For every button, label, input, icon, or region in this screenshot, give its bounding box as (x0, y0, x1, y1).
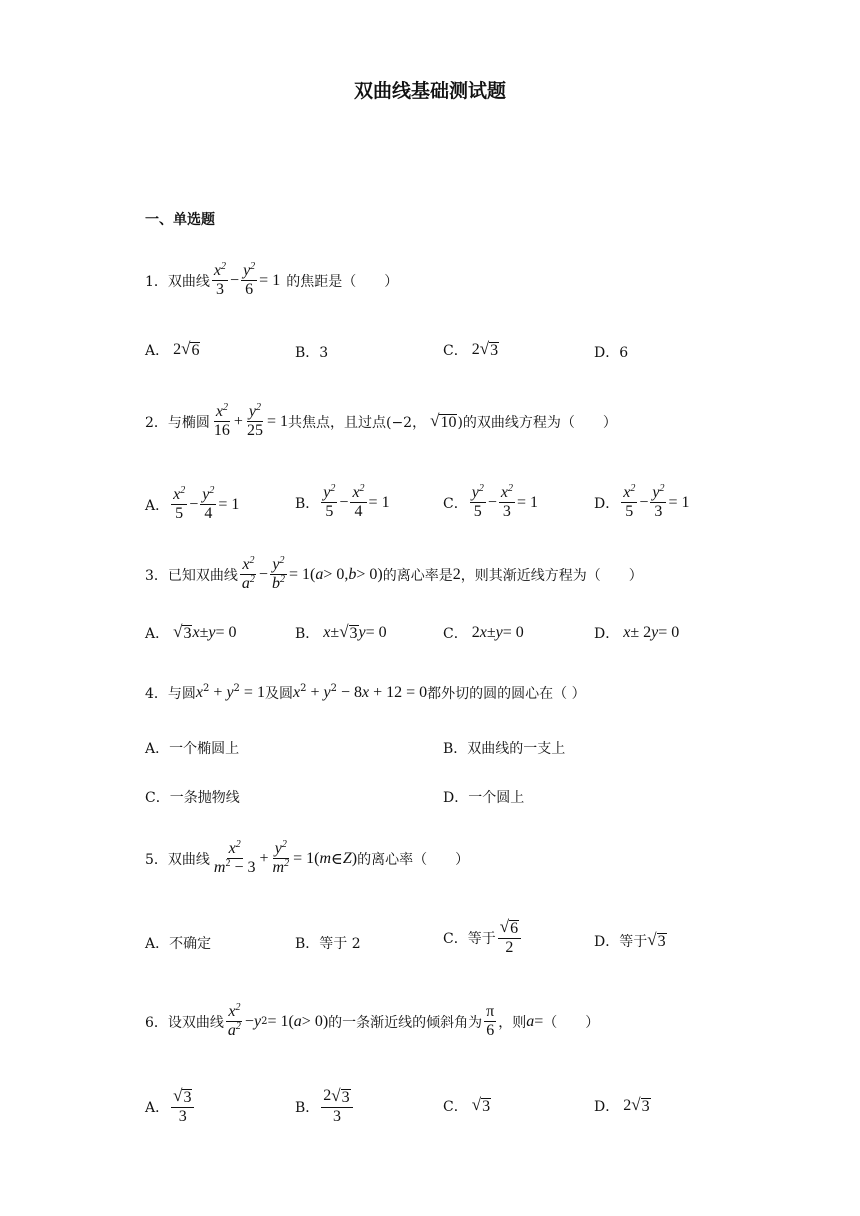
option-label: C．等于 (443, 930, 496, 947)
question-text: （ ） (543, 1014, 600, 1031)
option-c[interactable]: C． $\frac{y^2}{5}$ − $\frac{x^2}{3}$ = 1 (443, 483, 538, 521)
formula: $\frac{x^2}{a^2}$ − y 2 = 1( a > 0) (227, 1002, 329, 1040)
option-a[interactable]: A． 2 √ 6 (145, 339, 200, 360)
question-text: 与圆 (167, 686, 196, 702)
option-label: C． (443, 626, 468, 642)
option-label: D． (594, 1099, 620, 1115)
question-text: 已知双曲线 (167, 567, 238, 584)
option-b[interactable]: B． x ± √ 3 y = 0 (295, 622, 387, 643)
question-number: 5． (145, 851, 168, 868)
option-label: A． (145, 626, 170, 642)
question-text: )的双曲线方程为（ ） (457, 414, 617, 431)
option-label: D．等于 (594, 934, 648, 950)
option-b[interactable]: B．3 (295, 345, 329, 361)
option-label: D． (594, 626, 620, 642)
question-number: 6． (145, 1014, 168, 1031)
page-title: 双曲线基础测试题 (353, 80, 506, 102)
question-1 (145, 262, 398, 300)
question-number: 4． (145, 686, 168, 702)
option-label: D． (594, 495, 620, 512)
question-6: 6． 设双曲线 $\frac{x^2}{a^2}$ − y 2 = 1( a > 0) 的一条渐近线的倾斜角为 $\frac{\pi}{6}$ ，则 a = （ ） (145, 1002, 600, 1040)
option-a[interactable]: A． √ 3 3 (145, 1087, 196, 1126)
option-c[interactable]: C． √ 3 (443, 1095, 491, 1116)
option-c[interactable]: C． 2 x ± y = 0 (443, 624, 524, 642)
formula: $\frac{x^2}{16}$ + $\frac{y^2}{25}$ = 1 (213, 402, 288, 440)
option-b[interactable]: B． $\frac{y^2}{5}$ − $\frac{x^2}{4}$ = 1 (295, 483, 390, 521)
question-number: 3． (145, 567, 168, 584)
option-a[interactable]: A． √ 3 x ± y = 0 (145, 622, 237, 643)
option-d[interactable]: D．等于 √ 3 (594, 930, 666, 951)
option-label: C． (443, 1099, 468, 1115)
option-label: B． (295, 626, 320, 642)
option-label: C． (443, 343, 468, 359)
option-c[interactable]: C．等于 √ 6 2 (443, 918, 523, 957)
option-d[interactable]: D． 2 √ 3 (594, 1095, 650, 1116)
question-text: 双曲线 (167, 273, 210, 290)
option-label: B． (295, 495, 320, 512)
option-label: A． (145, 343, 170, 359)
formula: $\frac{x^2}{a^2}$ − $\frac{y^2}{b^2}$ = 1( a > 0, b > 0) (241, 555, 383, 593)
formula: $x^2 + y^2 - 8x + 12 = 0$ (292, 683, 428, 701)
option-d[interactable]: D． x ± 2 y = 0 (594, 624, 680, 642)
question-number: 1． (145, 273, 168, 290)
option-a[interactable]: A． $\frac{x^2}{5}$ − $\frac{y^2}{4}$ = 1 (145, 485, 240, 523)
question-3: 3． 已知双曲线 $\frac{x^2}{a^2}$ − $\frac{y^2}{b^2}$ = 1( a > 0, b > 0) 的离心率是 2 ，则其渐近线方程为（ ） (145, 555, 643, 593)
option-b[interactable]: B．双曲线的一支上 (443, 741, 566, 757)
question-text: ，则其渐近线方程为（ ） (460, 567, 643, 584)
option-d[interactable]: D．6 (594, 345, 629, 361)
formula: $x^2 + y^2 = 1$ (195, 683, 265, 701)
question-2: 2． 与椭圆 $\frac{x^2}{16}$ + $\frac{y^2}{25}$ = 1 共焦点，且过点(−2， √ 10 )的双曲线方程为（ ） (145, 402, 617, 440)
option-label: C． (443, 495, 468, 512)
question-text: ，则 (498, 1014, 527, 1031)
question-number: 2． (145, 414, 168, 431)
option-a[interactable]: A．不确定 (145, 936, 212, 952)
option-a[interactable]: A．一个椭圆上 (145, 741, 240, 757)
question-text: 与椭圆 (167, 414, 210, 431)
question-text: 的离心率（ ） (357, 851, 470, 868)
option-label: A． (145, 1099, 170, 1116)
question-5 (145, 840, 469, 878)
option-c[interactable]: C． 2 √ 3 (443, 339, 499, 360)
question-text: 都外切的圆的圆心在（ ） (427, 686, 586, 702)
section-heading: 一、单选题 (145, 212, 215, 228)
question-text: 的一条渐近线的倾斜角为 (328, 1014, 483, 1031)
option-b[interactable]: B． 2 √ 3 3 (295, 1087, 355, 1126)
option-d[interactable]: D．一个圆上 (443, 790, 525, 806)
option-label: A． (145, 497, 170, 514)
question-4 (145, 683, 586, 703)
question-text: 设双曲线 (167, 1014, 224, 1031)
option-c[interactable]: C．一条抛物线 (145, 790, 240, 806)
question-text: 共焦点，且过点(−2， (287, 414, 427, 431)
question-text: 的焦距是（ ） (286, 273, 399, 290)
question-text: 的离心率是 (382, 567, 453, 584)
formula: $\frac{x^2}{3}$ − $\frac{y^2}{6}$ = 1 (213, 261, 281, 299)
formula: $\frac{x^2}{m^2 - 3}$ + $\frac{y^2}{m^2}$ = 1( m ∈ Z ) (213, 839, 358, 877)
option-b[interactable]: B．等于 2 (295, 936, 361, 952)
option-d[interactable]: D． $\frac{x^2}{5}$ − $\frac{y^2}{3}$ = 1 (594, 483, 690, 521)
question-text: 双曲线 (167, 851, 210, 868)
option-label: B． (295, 1099, 320, 1116)
question-text: 及圆 (264, 686, 293, 702)
